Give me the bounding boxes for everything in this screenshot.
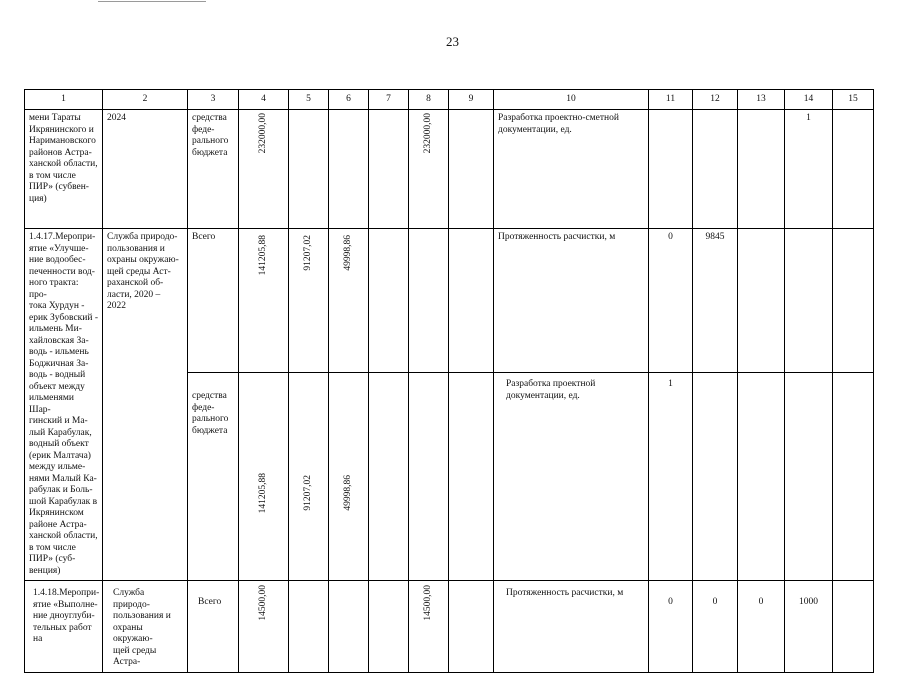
executor-cell: 2024 bbox=[103, 110, 188, 229]
amount-cell bbox=[409, 229, 449, 373]
indicator-value-cell: 1 bbox=[785, 110, 833, 229]
indicator-value-cell: 0 bbox=[693, 581, 738, 673]
column-header: 5 bbox=[289, 90, 329, 110]
indicator-value-cell bbox=[833, 229, 874, 373]
amount-cell bbox=[369, 229, 409, 373]
column-header: 13 bbox=[738, 90, 785, 110]
indicator-cell: Разработка проектной документации, ед. bbox=[494, 373, 649, 581]
indicator-cell: Разработка проектно-сметной документации, ед. bbox=[494, 110, 649, 229]
amount-cell bbox=[329, 581, 369, 673]
amount-cell bbox=[369, 581, 409, 673]
amount-cell bbox=[239, 581, 289, 673]
column-header: 12 bbox=[693, 90, 738, 110]
indicator-value-cell bbox=[738, 229, 785, 373]
program-table bbox=[24, 89, 874, 673]
column-header: 11 bbox=[649, 90, 693, 110]
indicator-value-cell bbox=[738, 110, 785, 229]
amount-cell bbox=[409, 110, 449, 229]
scan-artifact-line bbox=[98, 1, 206, 2]
column-header: 3 bbox=[188, 90, 239, 110]
header-row bbox=[25, 90, 874, 110]
amount-cell bbox=[239, 373, 289, 581]
column-header: 14 bbox=[785, 90, 833, 110]
amount-value: 91207,02 bbox=[302, 235, 313, 271]
amount-cell bbox=[239, 229, 289, 373]
indicator-value-cell bbox=[833, 373, 874, 581]
amount-cell bbox=[449, 581, 494, 673]
funding-source-cell: Всего bbox=[188, 229, 239, 373]
column-header: 15 bbox=[833, 90, 874, 110]
amount-cell bbox=[289, 229, 329, 373]
indicator-value-cell bbox=[833, 581, 874, 673]
column-header: 7 bbox=[369, 90, 409, 110]
column-header: 8 bbox=[409, 90, 449, 110]
column-header: 6 bbox=[329, 90, 369, 110]
indicator-value-cell: 0 bbox=[649, 581, 693, 673]
table-row bbox=[25, 110, 874, 229]
indicator-value-cell bbox=[785, 373, 833, 581]
amount-cell bbox=[329, 373, 369, 581]
indicator-value-cell: 0 bbox=[738, 581, 785, 673]
amount-cell bbox=[449, 110, 494, 229]
amount-value: 14500,00 bbox=[422, 585, 433, 621]
amount-cell bbox=[329, 110, 369, 229]
indicator-cell: Протяженность расчистки, м bbox=[494, 229, 649, 373]
amount-cell bbox=[449, 373, 494, 581]
amount-cell bbox=[329, 229, 369, 373]
amount-value: 141205,88 bbox=[257, 472, 268, 514]
amount-value: 49998,86 bbox=[342, 235, 353, 271]
indicator-value-cell bbox=[833, 110, 874, 229]
indicator-value-cell bbox=[649, 110, 693, 229]
event-name-cell: мени Тараты Икрянинского и Наримановского районов Астра- ханской области, в том числе ПИР» (субвен- ция) bbox=[25, 110, 103, 229]
funding-source-cell: Всего bbox=[188, 581, 239, 673]
amount-cell bbox=[289, 110, 329, 229]
executor-cell: Служба природо- пользования и охраны окружаю- щей среды Аст- раханской об- ласти, 2020 – 2022 bbox=[103, 229, 188, 581]
event-name-cell: 1.4.18.Меропри- ятие «Выполне- ние дноуглуби- тельных работ на bbox=[25, 581, 103, 673]
column-header: 4 bbox=[239, 90, 289, 110]
event-name-cell: 1.4.17.Меропри- ятие «Улучше- ние водообес- печенности вод- ного тракта: про- тока Хурдун - ерик Зубовский - ильмень Ми- хайловская За- водь - ильмень Боджичная За- водь - водный объект между ильменями Шар- гинский и Ма- лый Карабулак, водный объект (ерик Малтача) между ильме- нями Малый Ка- рабулак и Боль- шой Карабулак в Икрянинском районе Астра- ханской области, в том числе ПИР» (суб- венция) bbox=[25, 229, 103, 581]
amount-value: 232000,00 bbox=[257, 113, 268, 154]
indicator-cell: Протяженность расчистки, м bbox=[494, 581, 649, 673]
column-header: 2 bbox=[103, 90, 188, 110]
amount-cell bbox=[289, 373, 329, 581]
amount-value: 14500,00 bbox=[257, 585, 268, 621]
amount-cell bbox=[409, 581, 449, 673]
indicator-value-cell: 1000 bbox=[785, 581, 833, 673]
indicator-value-cell bbox=[693, 110, 738, 229]
indicator-value-cell bbox=[785, 229, 833, 373]
indicator-value-cell: 0 bbox=[649, 229, 693, 373]
amount-cell bbox=[369, 110, 409, 229]
funding-source-cell: средства феде- рального бюджета bbox=[188, 373, 239, 581]
table-row bbox=[25, 581, 874, 673]
amount-cell bbox=[409, 373, 449, 581]
amount-value: 232000,00 bbox=[422, 113, 433, 154]
indicator-value-cell: 1 bbox=[649, 373, 693, 581]
indicator-value-cell bbox=[738, 373, 785, 581]
column-header: 9 bbox=[449, 90, 494, 110]
amount-value: 141205,88 bbox=[257, 235, 268, 276]
table-row bbox=[25, 229, 874, 373]
amount-cell bbox=[369, 373, 409, 581]
amount-value: 91207,02 bbox=[302, 475, 313, 511]
funding-source-cell: средства феде- рального бюджета bbox=[188, 110, 239, 229]
indicator-value-cell: 9845 bbox=[693, 229, 738, 373]
indicator-value-cell bbox=[693, 373, 738, 581]
column-header: 10 bbox=[494, 90, 649, 110]
amount-cell bbox=[289, 581, 329, 673]
amount-cell bbox=[449, 229, 494, 373]
amount-cell bbox=[239, 110, 289, 229]
executor-cell: Служба природо- пользования и охраны окружаю- щей среды Астра- bbox=[103, 581, 188, 673]
amount-value: 49998,86 bbox=[342, 475, 353, 511]
column-header: 1 bbox=[25, 90, 103, 110]
page-number: 23 bbox=[446, 34, 459, 49]
